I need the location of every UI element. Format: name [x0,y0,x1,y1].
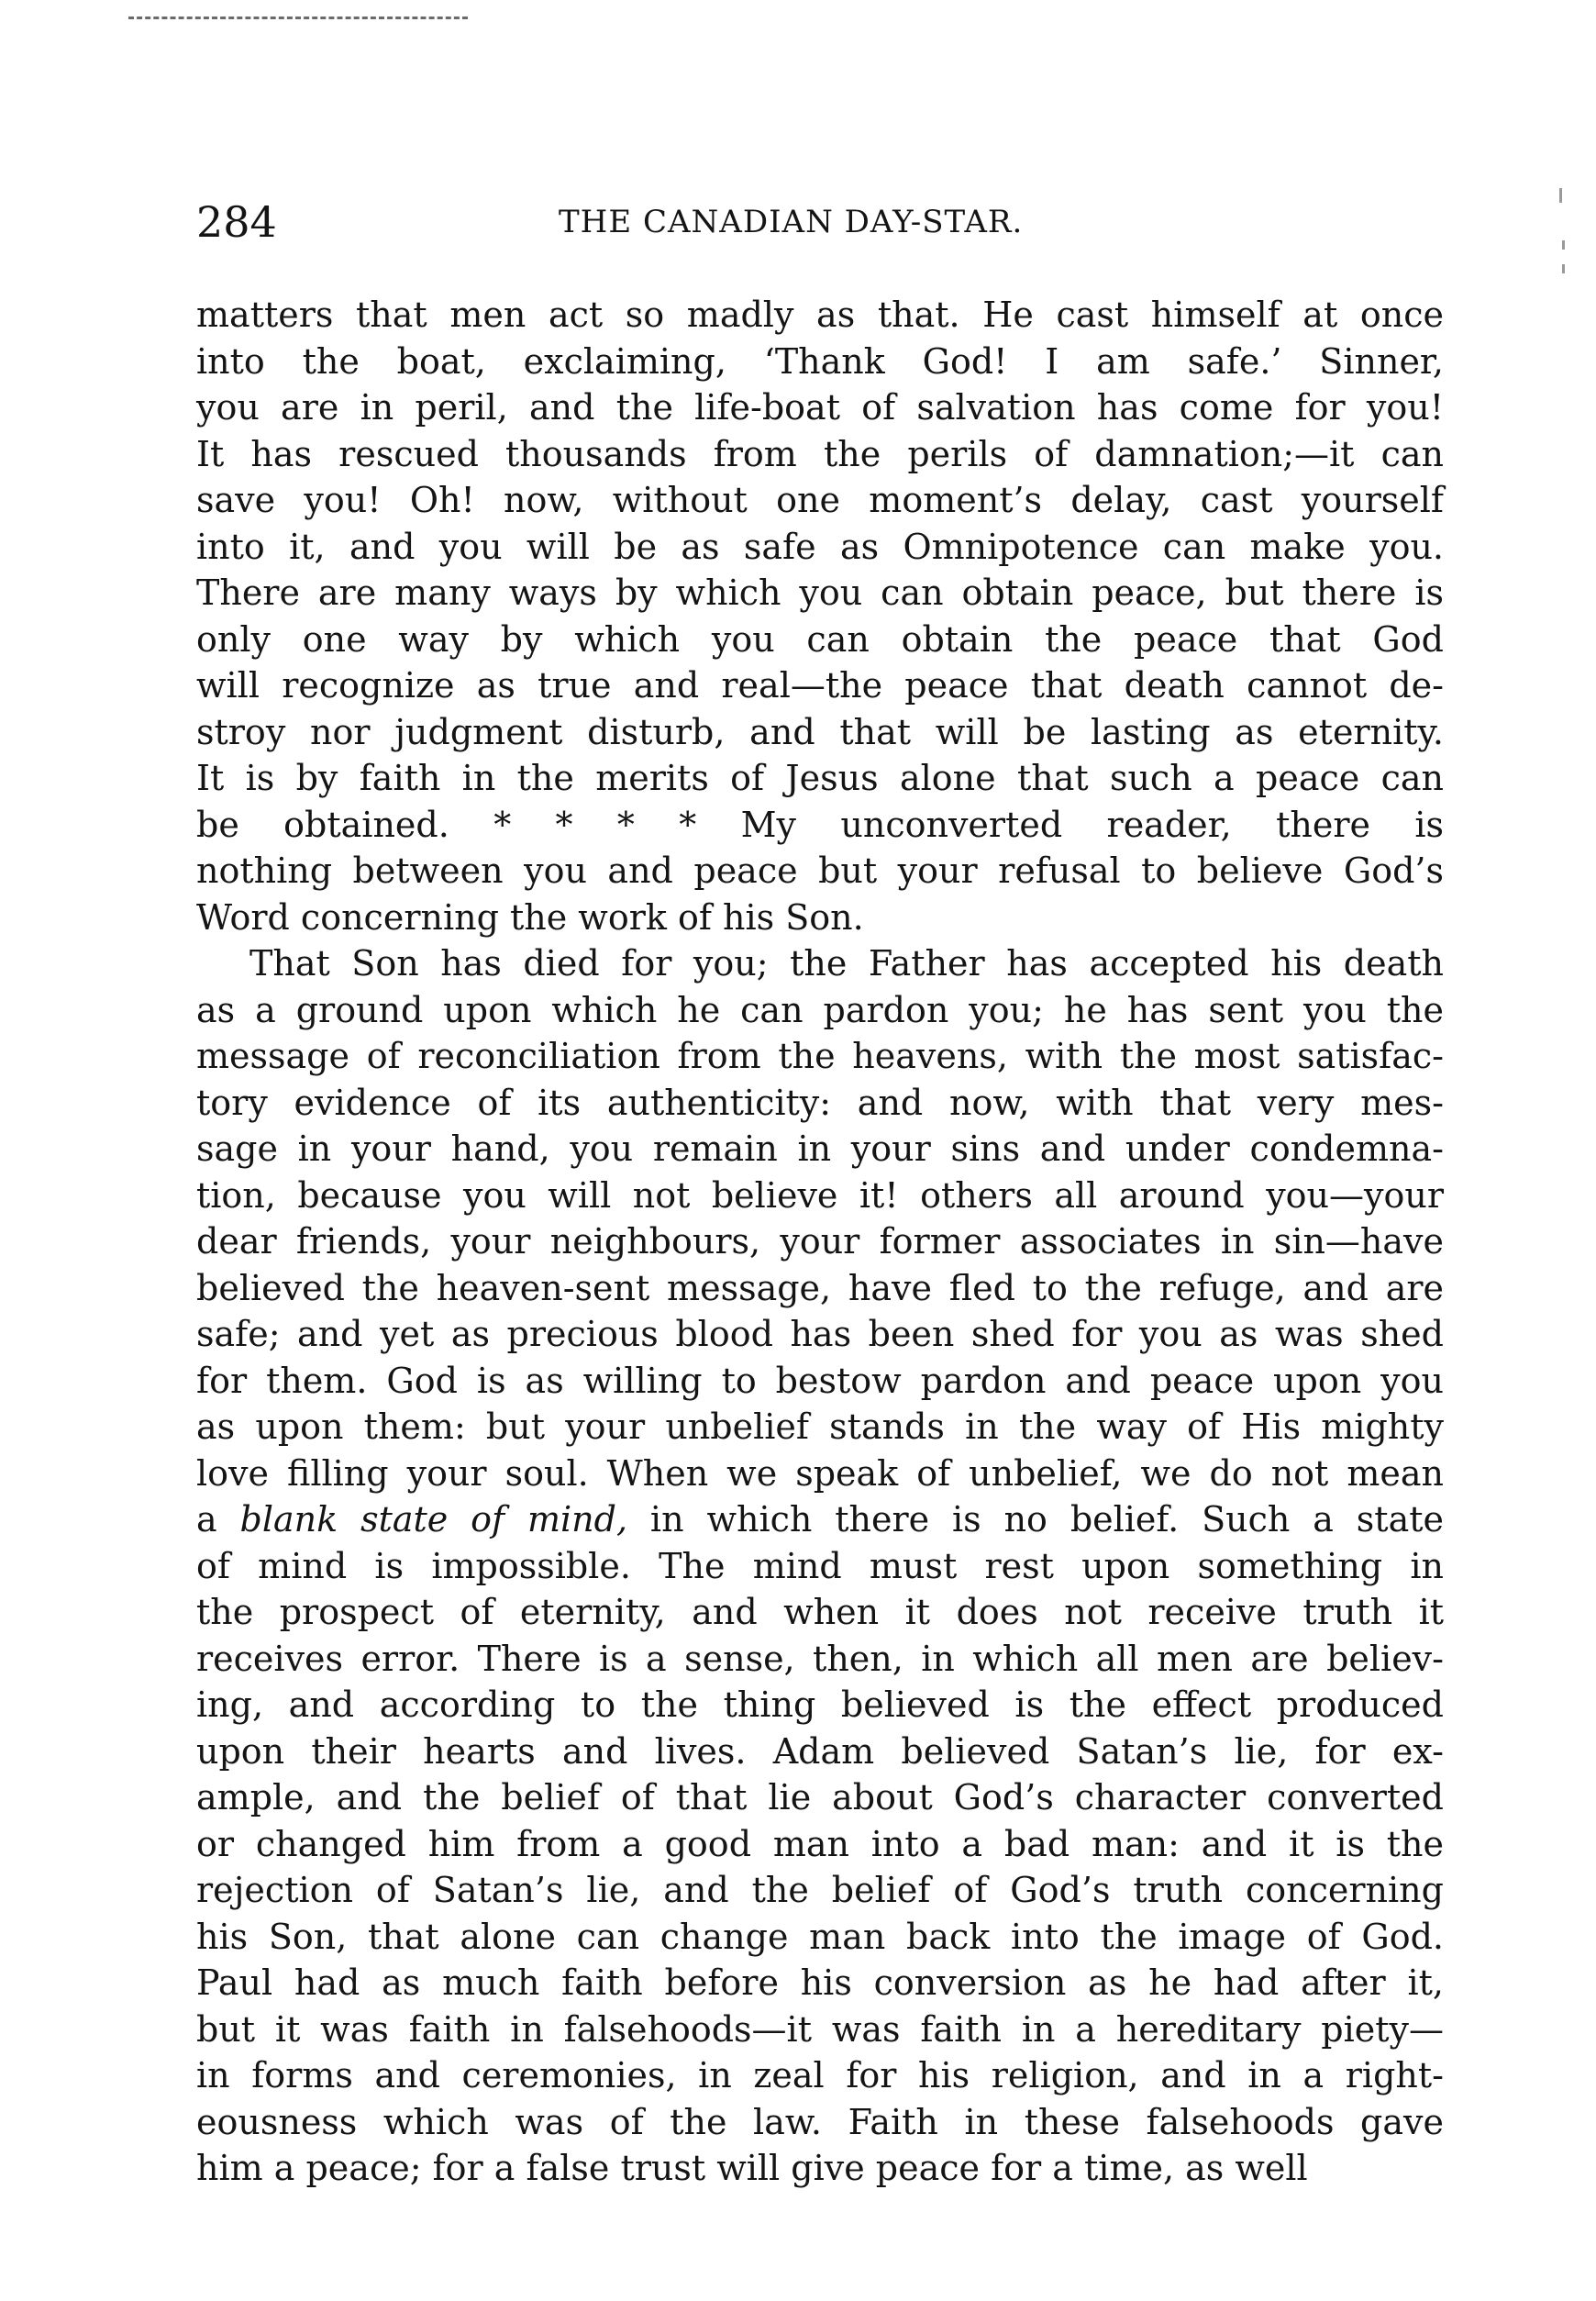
text-line: love filling your soul. When we speak of unbelief, we do not mean [196,1452,1444,1494]
text-fragment: in which there is no belief. Such a state [627,1499,1444,1540]
text-line: you are in peril, and the life-boat of salvation has come for you! [196,387,1444,428]
text-line: rejection of Satan’s lie, and the belief of God’s truth concerning [196,1870,1444,1910]
text-line: safe; and yet as precious blood has been shed for you as was shed [196,1314,1444,1354]
text-line: sage in your hand, you remain in your sins and under condemna- [196,1128,1444,1169]
text-line: There are many ways by which you can obtain peace, but there is [196,572,1444,613]
body-text [196,292,1444,2192]
text-line: his Son, that alone can change man back into the image of God. [196,1916,1444,1957]
text-line [196,1496,1444,1543]
margin-mark [1562,240,1565,250]
text-line: stroy nor judgment disturb, and that will be lasting as eternity. [196,711,1444,752]
text-line: as a ground upon which he can pardon you; he has sent you the [196,989,1444,1030]
text-line: the prospect of eternity, and when it does not receive truth it [196,1592,1444,1632]
margin-mark [1559,188,1562,203]
running-title: THE CANADIAN DAY-STAR. [559,204,1024,240]
text-line: receives error. There is a sense, then, in which all men are believ- [196,1638,1444,1679]
text-line: into it, and you will be as safe as Omnipotence can make you. [196,526,1444,567]
text-line: matters that men act so madly as that. He cast himself at once [196,295,1444,335]
text-line: save you! Oh! now, without one moment’s delay, cast yourself [196,480,1444,520]
text-line: for them. God is as willing to bestow pardon and peace upon you [196,1360,1444,1401]
text-line: nothing between you and peace but your refusal to believe God’s [196,850,1444,891]
text-line: ample, and the belief of that lie about God’s character converted [196,1777,1444,1817]
text-line: Word concerning the work of his Son. [196,896,864,938]
text-line: be obtained. * * * * My unconverted reader, there is [196,804,1444,845]
text-line: in forms and ceremonies, in zeal for his religion, and in a right- [196,2055,1444,2095]
text-line: That Son has died for you; the Father has accepted his death [249,943,1444,984]
margin-mark [1562,264,1565,273]
text-line: Paul had as much faith before his conversion as he had after it, [196,1962,1444,2003]
text-line: tion, because you will not believe it! others all around you—your [196,1174,1444,1216]
text-line: It has rescued thousands from the perils of damnation;—it can [196,433,1444,474]
text-line: dear friends, your neighbours, your former associates in sin—have [196,1221,1444,1262]
text-line: upon their hearts and lives. Adam believed Satan’s lie, for ex- [196,1730,1444,1772]
top-edge-rule [128,17,468,19]
text-line: It is by faith in the merits of Jesus alone that such a peace can [196,758,1444,798]
text-fragment: a [196,1499,240,1540]
text-line: believed the heaven-sent message, have fled to the refuge, and are [196,1267,1444,1308]
page-header [196,195,1444,250]
text-line: eousness which was of the law. Faith in these falsehoods gave [196,2101,1444,2142]
text-line: into the boat, exclaiming, ‘Thank God! I am safe.’ Sinner, [196,340,1444,382]
text-line: tory evidence of its authenticity: and now, with that very mes- [196,1082,1444,1123]
text-line: will recognize as true and real—the peace that death cannot de- [196,665,1444,706]
paragraph [196,292,1444,940]
text-line: only one way by which you can obtain the peace that God [196,618,1444,660]
text-line: of mind is impossible. The mind must rest upon something in [196,1545,1444,1586]
page-number: 284 [196,197,277,247]
text-line: or changed him from a good man into a bad man: and it is the [196,1823,1444,1864]
text-line: as upon them: but your unbelief stands in the way of His mighty [196,1406,1444,1447]
text-line: ing, and according to the thing believed is the effect produced [196,1684,1444,1725]
text-line: him a peace; for a false trust will give peace for a time, as well [196,2148,1308,2188]
text-line: message of reconciliation from the heavens, with the most satisfac- [196,1036,1444,1076]
text-line: but it was faith in falsehoods—it was faith in a hereditary piety— [196,2008,1444,2050]
paragraph [196,940,1444,2192]
italic-phrase: blank state of mind, [239,1499,628,1540]
